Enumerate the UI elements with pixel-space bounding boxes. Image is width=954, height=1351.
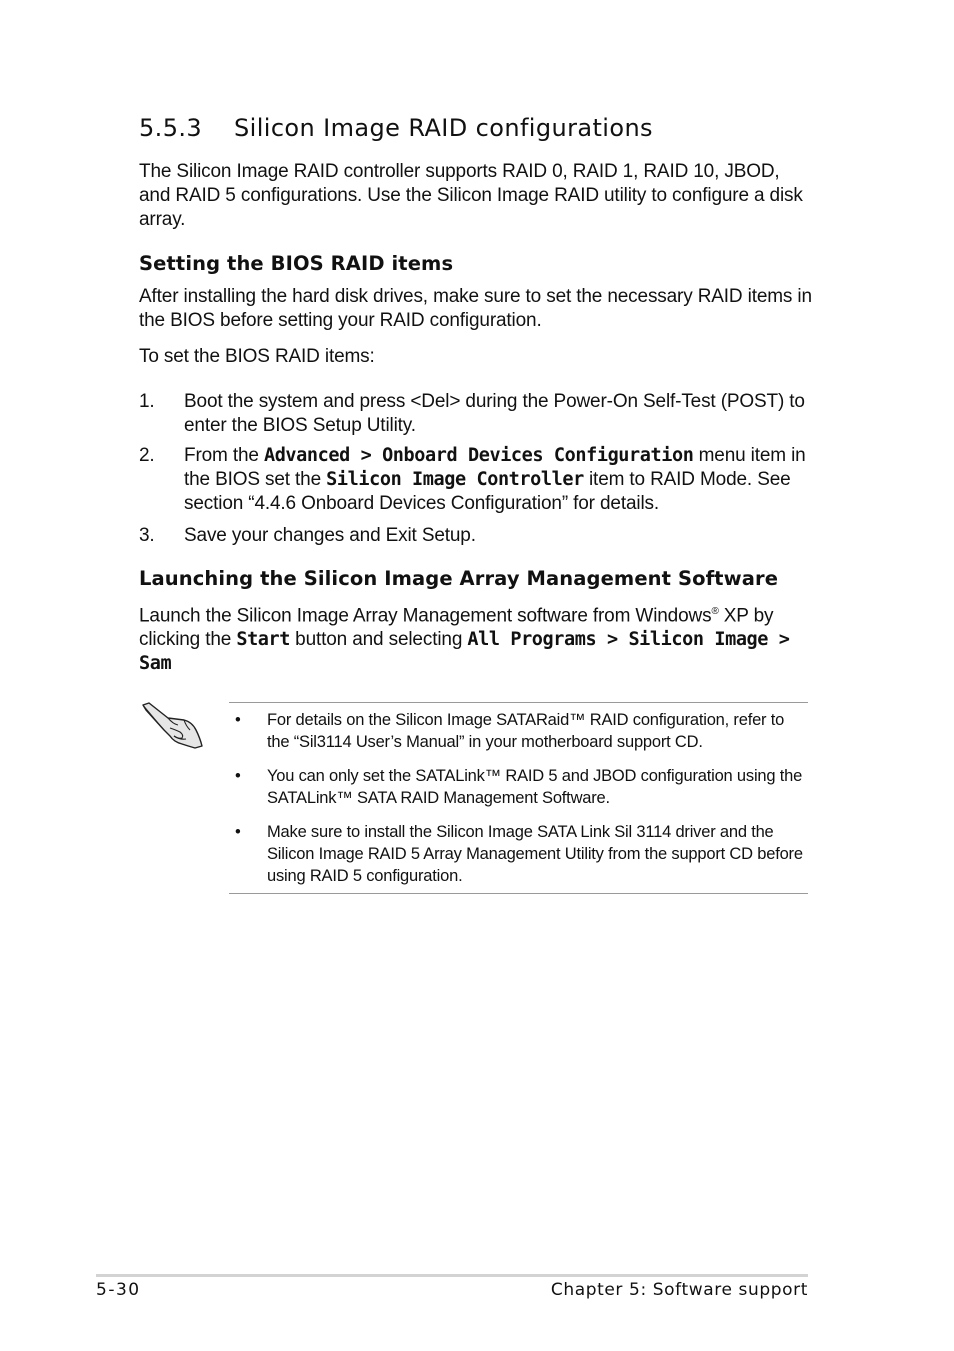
step-text-mid: menu item in the BIOS set the — [184, 445, 806, 490]
program-path: All Programs > Silicon Image > Sam — [139, 629, 790, 675]
step-text — [184, 444, 809, 516]
note-item — [229, 765, 809, 809]
page-number: 5-30 — [96, 1280, 141, 1300]
bios-steps-intro: To set the BIOS RAID items: — [139, 346, 375, 367]
step-text-post: item to RAID Mode. See section “4.4.6 Onboard Devices Configuration” for details. — [184, 469, 791, 514]
step-text-pre: From the — [184, 445, 264, 466]
registered-mark: ® — [711, 606, 719, 617]
note-item — [229, 709, 809, 753]
note-text: You can only set the SATALink™ RAID 5 and JBOD configuration using the SATALink™ SATA RAID Management Software. — [267, 767, 803, 807]
launch-paragraph — [139, 600, 811, 676]
chapter-title: Chapter 5: Software support — [550, 1280, 808, 1300]
note-item — [229, 821, 809, 887]
bullet: • — [235, 767, 241, 785]
note-bottom-rule — [229, 893, 808, 894]
bios-paragraph: After installing the hard disk drives, make sure to set the necessary RAID items in the BIOS before setting your RAID configuration. — [139, 286, 812, 331]
step-2 — [139, 444, 809, 516]
launch-text-mid2: button and selecting — [290, 629, 468, 651]
section-title — [139, 114, 653, 142]
step-number: 1. — [139, 391, 155, 412]
step-1 — [139, 390, 809, 438]
note-text: For details on the Silicon Image SATARaid™ RAID configuration, refer to the “Sil3114 User’s Manual” in your motherboard support CD. — [267, 711, 785, 751]
bios-item-name: Silicon Image Controller — [326, 469, 584, 490]
bullet: • — [235, 823, 241, 841]
section-title-text: Silicon Image RAID configurations — [234, 114, 653, 142]
step-number: 2. — [139, 445, 155, 466]
bios-menu-path: Advanced > Onboard Devices Configuration — [263, 445, 694, 466]
launch-text-mid1: XP by clicking the — [139, 605, 774, 651]
step-number: 3. — [139, 525, 155, 546]
intro-paragraph: The Silicon Image RAID controller supports RAID 0, RAID 1, RAID 10, JBOD, and RAID 5 configurations. Use the Silicon Image RAID utility to configure a disk array. — [139, 161, 803, 230]
note-text: Make sure to install the Silicon Image SATA Link Sil 3114 driver and the Silicon Image RAID 5 Array Management Utility from the support CD before using RAID 5 configuration. — [267, 823, 803, 885]
step-text: Save your changes and Exit Setup. — [184, 525, 476, 546]
step-3 — [139, 524, 809, 548]
note-top-rule — [229, 702, 808, 703]
step-text: Boot the system and press <Del> during the Power-On Self-Test (POST) to enter the BIOS Setup Utility. — [184, 391, 805, 436]
start-button-label: Start — [236, 629, 291, 651]
section-number: 5.5.3 — [139, 114, 203, 142]
launch-heading: Launching the Silicon Image Array Management Software — [139, 567, 779, 590]
bullet: • — [235, 711, 241, 729]
footer-rule — [96, 1274, 808, 1277]
pointing-hand-icon — [140, 700, 206, 750]
launch-text-pre: Launch the Silicon Image Array Management software from Windows — [139, 605, 712, 627]
bios-heading: Setting the BIOS RAID items — [139, 252, 454, 275]
